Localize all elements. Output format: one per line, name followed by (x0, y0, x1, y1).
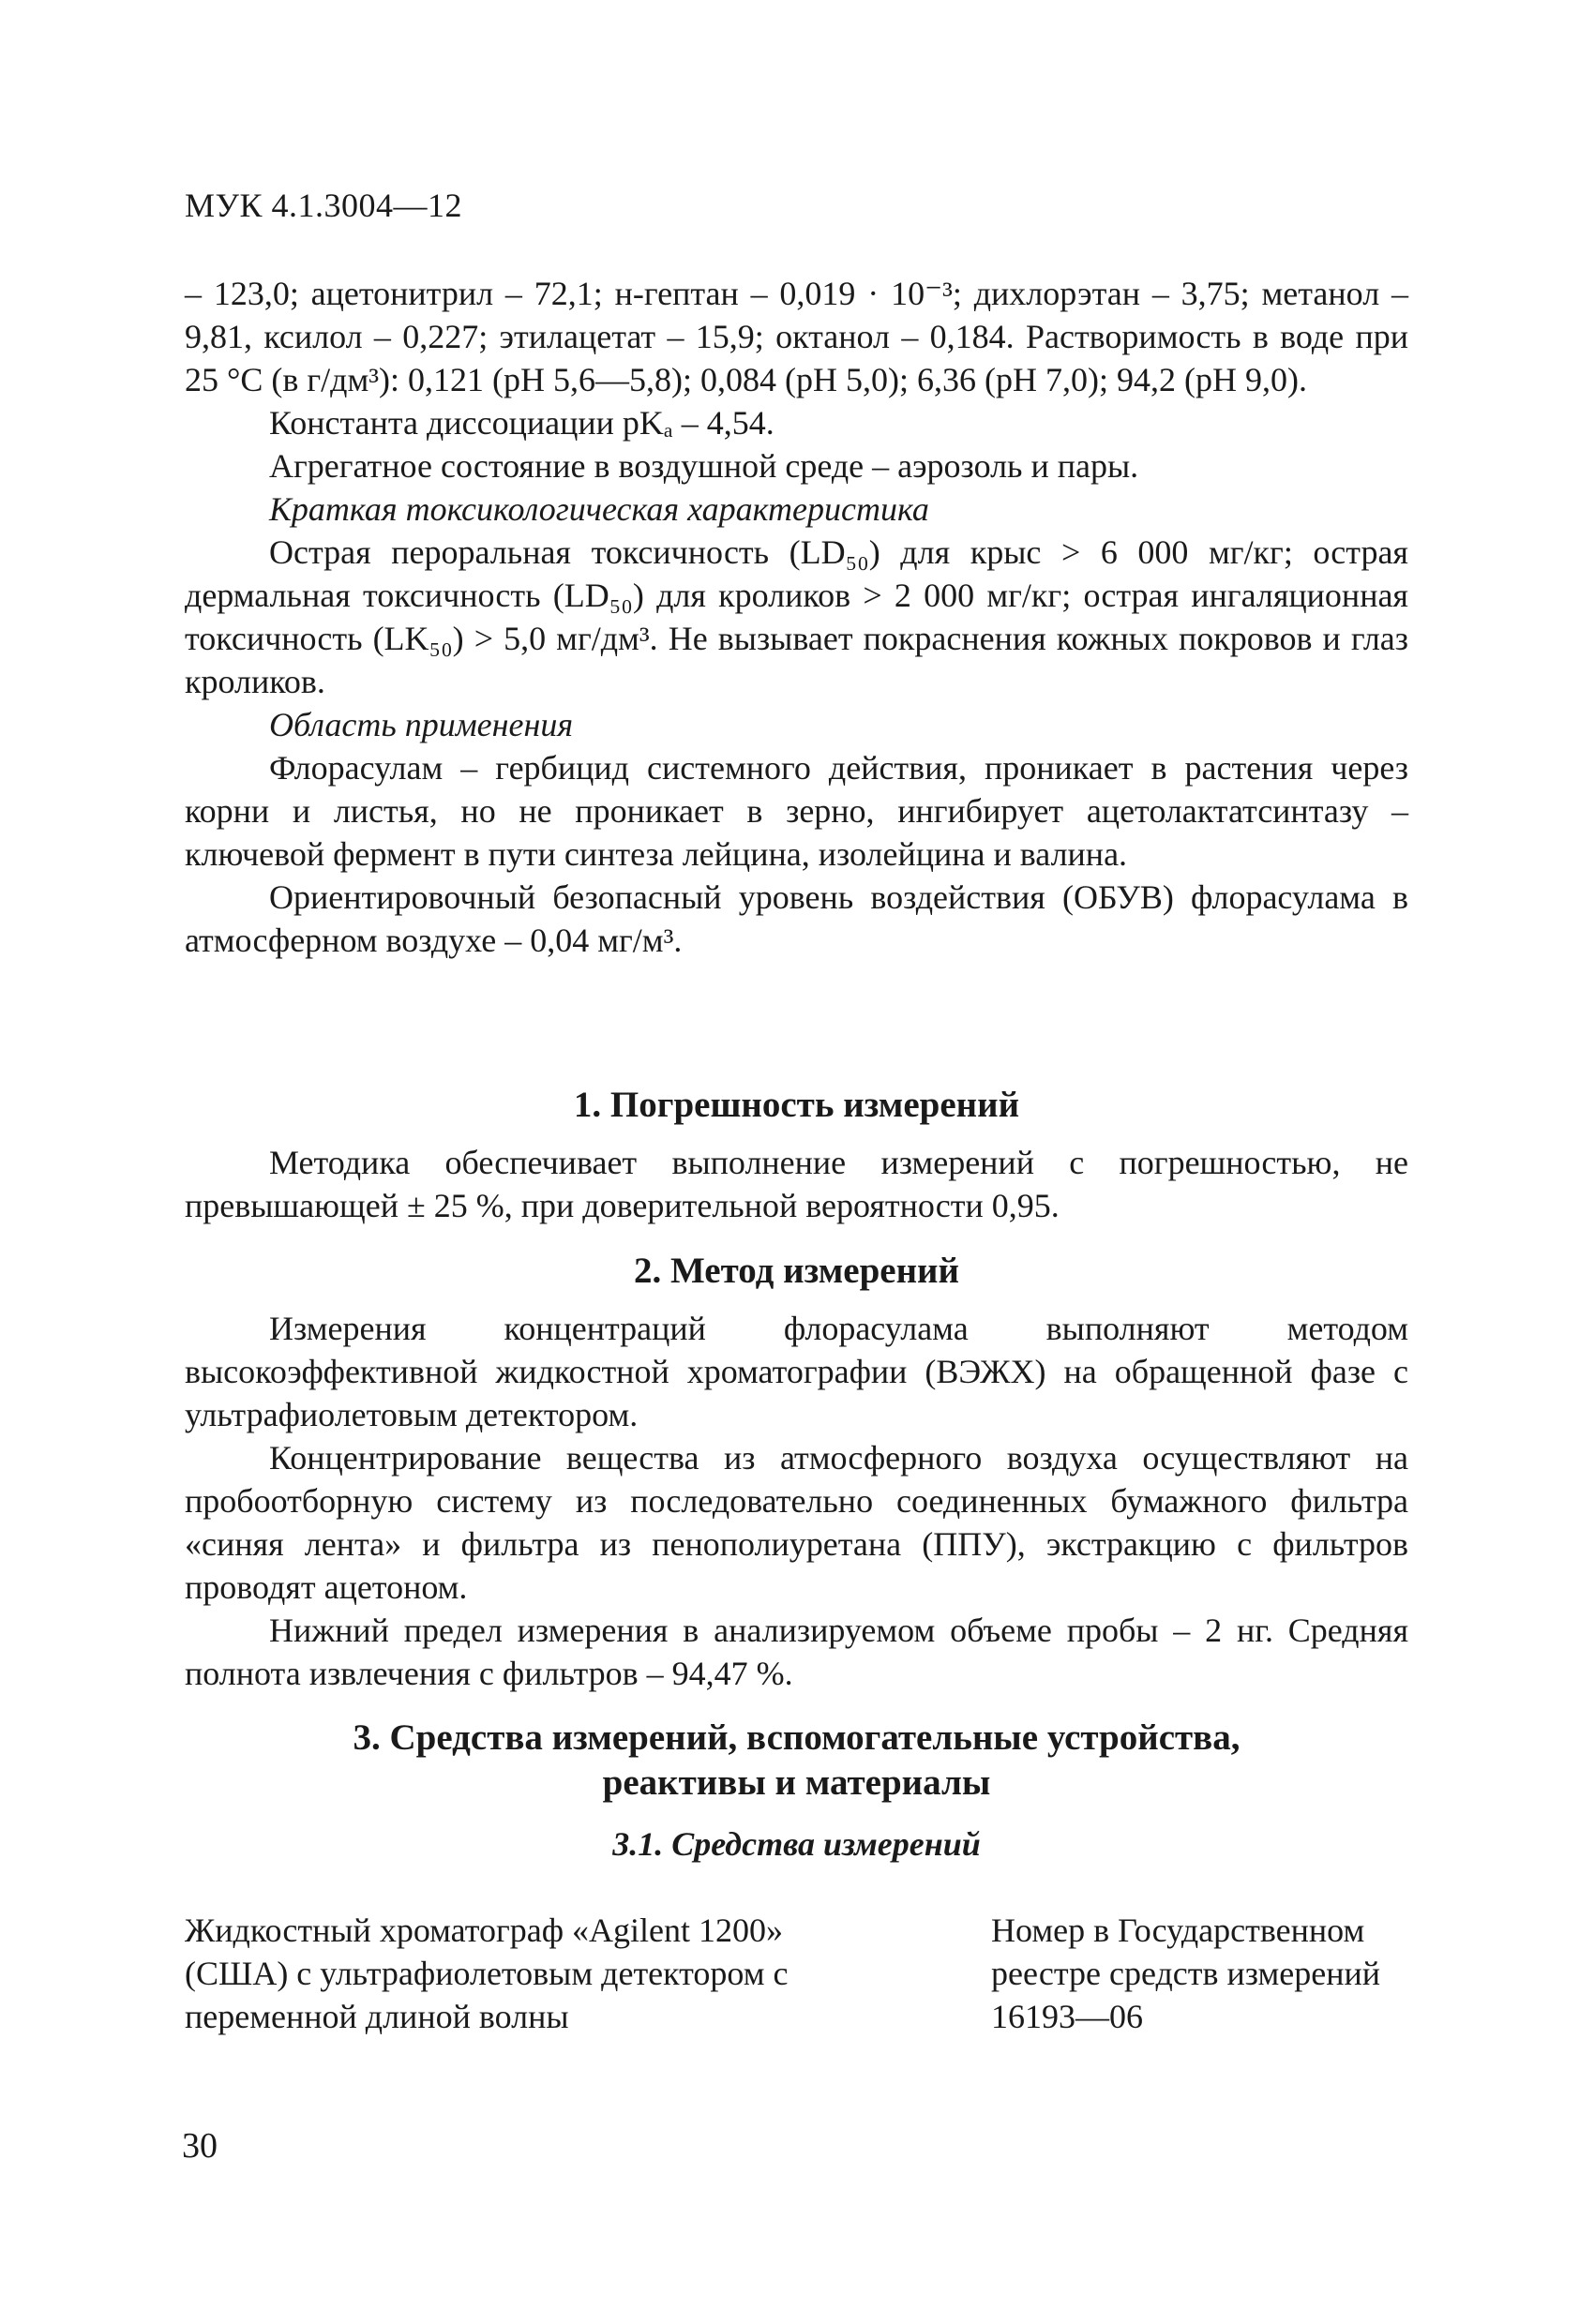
section-1-title: 1. Погрешность измерений (573, 1085, 1020, 1125)
dissociation-paragraph: Константа диссоциации pKₐ – 4,54. (269, 404, 774, 442)
obuv-paragraph: Ориентировочный безопасный уровень воздействия (ОБУВ) флорасулама в атмосферном воздухе – 0,04 мг/м³. (185, 878, 1408, 959)
subsection-3-1-title: 3.1. Средства измерений (612, 1825, 981, 1863)
section-2-para-2: Концентрирование вещества из атмосферного воздуха осуществляют на пробоотборную систему из последовательно соединенных бумажного фильтра «синяя лента» и фильтра из пенополиуретана (ППУ), экстракцию с фильтров проводят ацетоном. (185, 1439, 1408, 1606)
section-2-para-3: Нижний предел измерения в анализируемом объеме пробы – 2 нг. Средняя полнота извлечения с фильтров – 94,47 %. (185, 1612, 1408, 1692)
instrument-line: (США) с ультрафиолетовым детектором с (185, 1955, 789, 1992)
instrument-description (185, 1909, 916, 2038)
tox-heading: Краткая токсикологическая характеристика (269, 490, 929, 528)
registry-line: 16193—06 (991, 1998, 1143, 2035)
section-1 (185, 1083, 1408, 1227)
tox-paragraph: Острая пероральная токсичность (LD₅₀) для крыс > 6 000 мг/кг; острая дермальная токсичность (LD₅₀) для кроликов > 2 000 мг/кг; острая ингаляционная токсичность (LK₅₀) > 5,0 мг/дм³. Не вызывает покраснения кожных покровов и глаз кроликов. (185, 533, 1408, 700)
section-1-text: Методика обеспечивает выполнение измерений с погрешностью, не превышающей ± 25 %, при доверительной вероятности 0,95. (185, 1144, 1408, 1224)
intro-block (185, 272, 1408, 962)
scope-heading: Область применения (269, 706, 574, 743)
scope-paragraph: Флорасулам – гербицид системного действия, проникает в растения через корни и листья, но не проникает в зерно, ингибирует ацетолактатсинтазу – ключевой фермент в пути синтеза лейцина, изолейцина и валина. (185, 749, 1408, 873)
instrument-line: Жидкостный хроматограф «Agilent 1200» (185, 1912, 784, 1949)
registry-number (991, 1909, 1422, 2038)
aggregate-state-paragraph: Агрегатное состояние в воздушной среде – аэрозоль и пары. (269, 447, 1139, 485)
registry-line: реестре средств измерений (991, 1955, 1381, 1992)
section-2 (185, 1249, 1408, 1695)
instrument-line: переменной длиной волны (185, 1998, 569, 2035)
section-3 (185, 1716, 1408, 1866)
solubility-paragraph: – 123,0; ацетонитрил – 72,1; н-гептан – 0,019 · 10⁻³; дихлорэтан – 3,75; метанол – 9,81, ксилол – 0,227; этилацетат – 15,9; октанол – 0,184. Растворимость в воде при 25 °С (в г/дм³): 0,121 (рН 5,6—5,8); 0,084 (рН 5,0); 6,36 (рН 7,0); 94,2 (рН 9,0). (185, 275, 1408, 398)
section-3-title-line-1: 3. Средства измерений, вспомогательные устройства, (353, 1717, 1241, 1758)
section-3-title-line-2: реактивы и материалы (602, 1762, 991, 1803)
page-number: 30 (182, 2126, 218, 2166)
section-2-title: 2. Метод измерений (634, 1251, 959, 1291)
document-header: МУК 4.1.3004—12 (185, 187, 463, 224)
registry-line: Номер в Государственном (991, 1912, 1365, 1949)
section-2-para-1: Измерения концентраций флорасулама выполняют методом высокоэффективной жидкостной хроматографии (ВЭЖХ) на обращенной фазе с ультрафиолетовым детектором. (185, 1310, 1408, 1433)
